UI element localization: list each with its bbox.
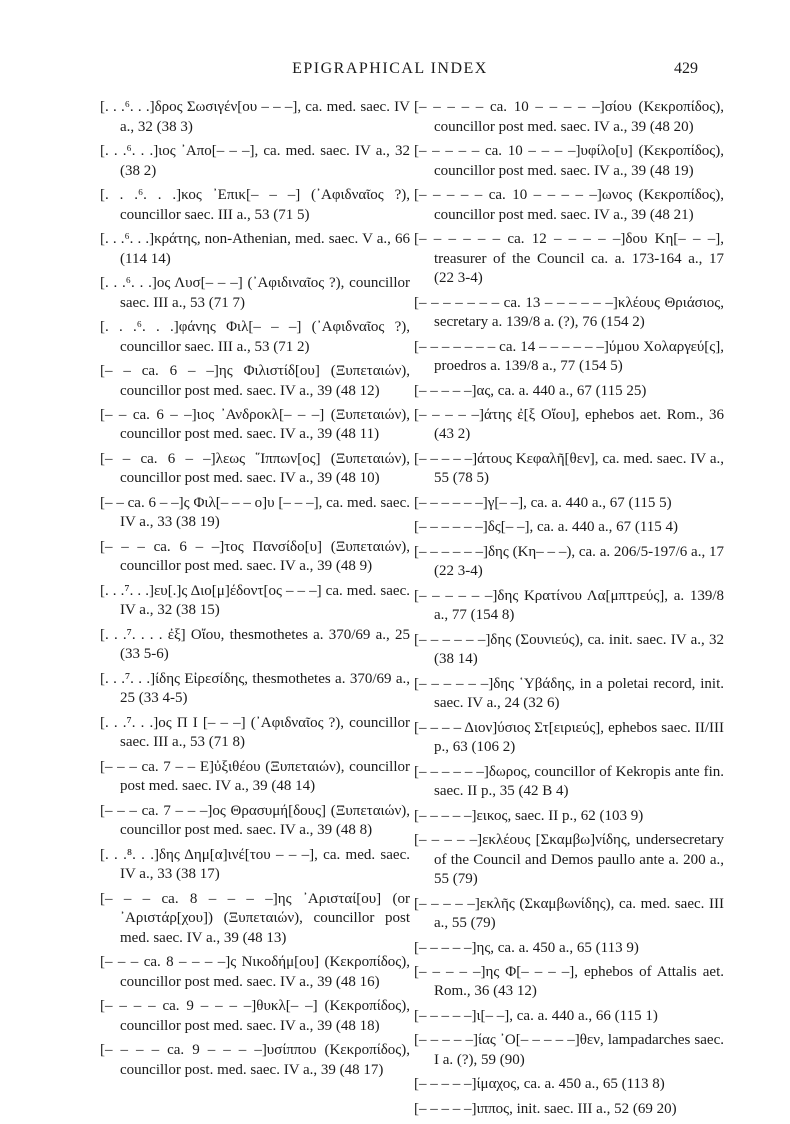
index-entry: [– – – – – ca. 10 – – – – –]σίου (Κεκροπίδος), councillor post med. saec. IV a., 39 (48 20)	[414, 99, 724, 135]
index-entry: [– – – – – –]δης Κρατίνου Λα[μπτρεύς], a. 139/8 a., 77 (154 8)	[414, 587, 724, 624]
index-entry: [– – – ca. 8 – – – –]ς Νικοδήμ[ου] (Κεκροπίδος), councillor post med. saec. IV a., 39 (48 16)	[100, 954, 410, 990]
index-entry: [. . .⁶. . .]δρος Σωσιγέν[ου – – –], ca. med. saec. IV a., 32 (38 3)	[100, 99, 410, 135]
running-head: EPIGRAPHICAL INDEX	[292, 60, 488, 77]
index-entry: [– – – – –]ας, ca. a. 440 a., 67 (115 25)	[414, 382, 647, 399]
page-number: 429	[674, 60, 698, 77]
index-entry: [– – – – –]άτης ἐ[ξ Οἴου], ephebos aet. Rom., 36 (43 2)	[414, 406, 724, 443]
index-entry: [– – – – –]εκλέους [Σκαμβω]νίδης, undersecretary of the Council and Demos paullo ante a. 200 a., 55 (79)	[414, 831, 724, 888]
index-entry: [. . .⁶. . .]ιος ᾿Απο[– – –], ca. med. saec. IV a., 32 (38 2)	[100, 142, 410, 179]
index-entry: [– – – – – – ca. 12 – – – – –]δου Κη[– – –], treasurer of the Council ca. a. 173-164 a., 17 (22 3-4)	[414, 230, 724, 287]
index-entry: [– – – – –]άτους Κεφαλῆ[θεν], ca. med. saec. IV a., 55 (78 5)	[414, 450, 724, 487]
index-entry: [. . .⁶. . .]ος Λυσ[– – –] (᾿Αφιδιναῖος ?), councillor saec. III a., 53 (71 7)	[100, 274, 410, 311]
left-column	[100, 98, 410, 1085]
index-entry: [– – – – –]ιππος, init. saec. III a., 52 (69 20)	[414, 1100, 677, 1117]
index-entry: [– – ca. 6 – –]ης Φιλιστίδ[ου] (Ξυπεταιών), councillor post med. saec. IV a., 39 (48 12)	[100, 362, 410, 399]
index-entry: [– – – ca. 6 – –]τος Πανσίδο[υ] (Ξυπεταιών), councillor post med. saec. IV a., 39 (48 9)	[100, 538, 410, 575]
index-entry: [– – – – –]εκλῆς (Σκαμβωνίδης), ca. med. saec. III a., 55 (79)	[414, 895, 724, 932]
index-entry: [. . .⁶. . .]κος ᾿Επικ[– – –] (᾿Αφιδναῖος ?), councillor saec. III a., 53 (71 5)	[100, 186, 410, 223]
index-entry: [. . .⁷. . .]ίδης Εἰρεσίδης, thesmothetes a. 370/69 a., 25 (33 4-5)	[100, 670, 410, 707]
index-entry: [– – – ca. 7 – – –]ος Θρασυμή[δους] (Ξυπεταιών), councillor post med. saec. IV a., 39 (48 8)	[100, 802, 410, 839]
index-entry: [– – – – –]ίμαχος, ca. a. 450 a., 65 (113 8)	[414, 1076, 665, 1093]
index-entry: [. . .⁸. . .]δης Δημ[α]ινέ[του – – –], ca. med. saec. IV a., 33 (38 17)	[100, 846, 410, 883]
index-entry: [– – – – – – – ca. 13 – – – – – –]κλέους Θριάσιος, secretary a. 139/8 a. (?), 76 (154 2)	[414, 294, 724, 331]
index-entry: [. . .⁶. . .]φάνης Φιλ[– – –] (᾿Αφιδναῖος ?), councillor saec. III a., 53 (71 2)	[100, 318, 410, 355]
index-entry: [– – – – – –]δωρος, councillor of Kekropis ante fin. saec. II p., 35 (42 B 4)	[414, 763, 724, 800]
index-entry: [– – – – – – – ca. 14 – – – – – –]ύμου Χολαργεύ[ς], proedros a. 139/8 a., 77 (154 5)	[414, 338, 724, 375]
index-entry: [– – – ca. 8 – – – –]ης ᾿Αρισταί[ου] (or ᾿Αριστάρ[χου]) (Ξυπεταιών), councillor post med. saec. IV a., 39 (48 13)	[100, 890, 410, 946]
index-entry: [. . .⁶. . .]κράτης, non-Athenian, med. saec. V a., 66 (114 14)	[100, 230, 410, 267]
index-entry: [. . .⁷. . .]ευ[.]ς Διο[μ]έδοντ[ος – – –] ca. med. saec. IV a., 32 (38 15)	[100, 582, 410, 619]
index-entry: [– – – – Διον]ύσιος Στ[ειριεύς], ephebos saec. II/III p., 63 (106 2)	[414, 719, 724, 756]
index-entry: [. . .⁷. . . . ἐξ] Οἴου, thesmothetes a. 370/69 a., 25 (33 5-6)	[100, 626, 410, 663]
index-entry: [– – – – – –]δης (Σουνιεύς), ca. init. saec. IV a., 32 (38 14)	[414, 631, 724, 668]
index-entry: [– – – – – ca. 10 – – – – –]ωνος (Κεκροπίδος), councillor post med. saec. IV a., 39 (48 21)	[414, 186, 724, 223]
index-entry: [– – – – –]ης Φ[– – – –], ephebos of Attalis aet. Rom., 36 (43 12)	[414, 963, 724, 1000]
index-entry: [– – – – ca. 9 – – – –]υσίππου (Κεκροπίδος), councillor post. med. saec. IV a., 39 (48 17)	[100, 1042, 410, 1078]
index-entry: [– – – – – –]δης ῾Υβάδης, in a poletai record, init. saec. IV a., 24 (32 6)	[414, 675, 724, 712]
index-entry: [– – ca. 6 – –]λεως ῞Ιππων[ος] (Ξυπεταιών), councillor post med. saec. IV a., 39 (48 10)	[100, 450, 410, 487]
index-entry: [– – – – ca. 9 – – – –]θυκλ[– –] (Κεκροπίδος), councillor post med. saec. IV a., 39 (48 18)	[100, 998, 410, 1034]
index-entry: [– – – – – ca. 10 – – – –]υφίλο[υ] (Κεκροπίδος), councillor post med. saec. IV a., 39 (48 19)	[414, 142, 724, 179]
index-entry: [– – – – –]ίας ᾿Ο[– – – – –]θεν, lampadarches saec. I a. (?), 59 (90)	[414, 1032, 724, 1068]
index-entry: [– – – – – –]γ[– –], ca. a. 440 a., 67 (115 5)	[414, 494, 672, 511]
index-entry: [. . .⁷. . .]ος Π Ι [– – –] (᾿Αφιδναῖος ?), councillor saec. III a., 53 (71 8)	[100, 714, 410, 751]
index-entry: [– – – ca. 7 – – Ε]ὐξιθέου (Ξυπεταιών), councillor post med. saec. IV a., 39 (48 14)	[100, 758, 410, 795]
index-entry: [– – – – – –]δς[– –], ca. a. 440 a., 67 (115 4)	[414, 519, 679, 536]
index-entry: [– – – – –]ι[– –], ca. a. 440 a., 66 (115 1)	[414, 1007, 658, 1024]
index-entry: [– – ca. 6 – –]ιος ᾿Ανδροκλ[– – –] (Ξυπεταιών), councillor post med. saec. IV a., 39 (48 11)	[100, 406, 410, 443]
index-entry: [– – – – –]ης, ca. a. 450 a., 65 (113 9)	[414, 939, 639, 956]
index-entry: [– – – – – –]δης (Κη– – –), ca. a. 206/5-197/6 a., 17 (22 3-4)	[414, 543, 724, 580]
right-column	[414, 98, 724, 1124]
index-entry: [– – – – –]εικος, saec. II p., 62 (103 9)	[414, 807, 644, 824]
index-entry: [– – ca. 6 – –]ς Φιλ[– – – ο]υ [– – –], ca. med. saec. IV a., 33 (38 19)	[100, 494, 410, 531]
